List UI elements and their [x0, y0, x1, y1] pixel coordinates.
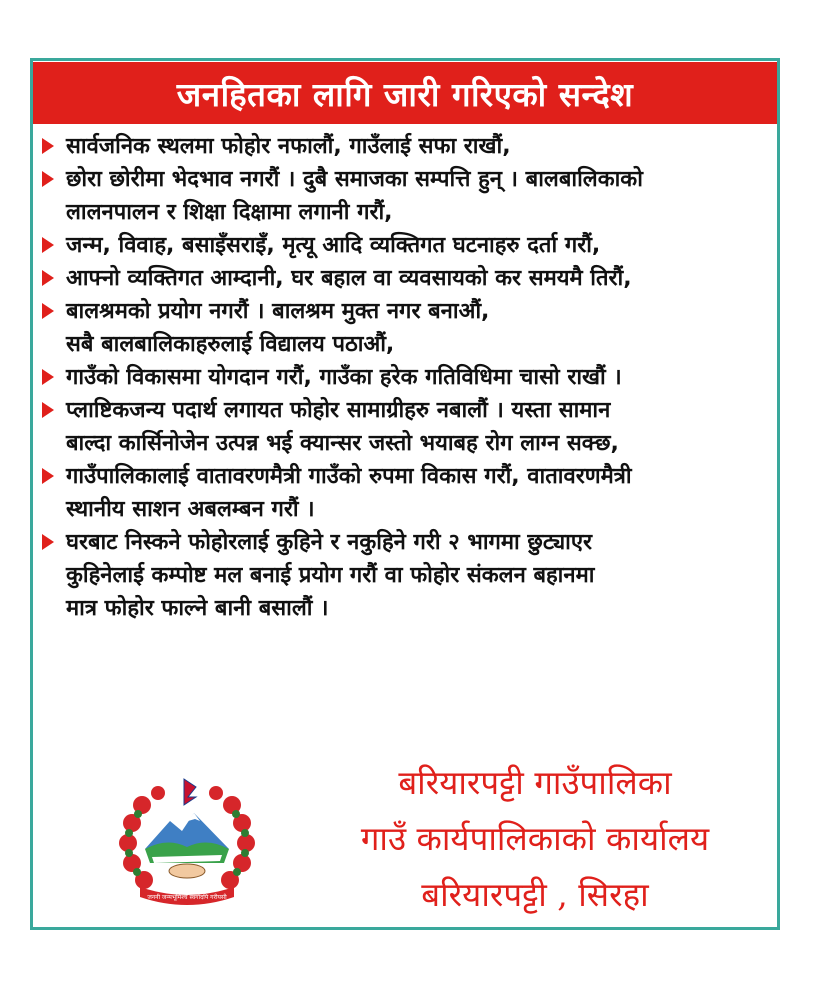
message-text: बालश्रमको प्रयोग नगरौं । बालश्रम मुक्त नगर बनाऔं, [66, 299, 490, 324]
page-title: जनहितका लागि जारी गरिएको सन्देश [176, 74, 634, 114]
message-text: छोरा छोरीमा भेदभाव नगरौं । दुबै समाजका सम्पत्ति हुन् । बालबालिकाको [66, 167, 643, 192]
list-item [40, 361, 770, 394]
triangle-bullet-icon [42, 270, 54, 286]
triangle-bullet-icon [42, 303, 54, 319]
message-text: लालनपालन र शिक्षा दिक्षामा लगानी गरौं, [66, 200, 393, 225]
list-item [40, 295, 770, 361]
message-text: जन्म, विवाह, बसाइँसराइँ, मृत्यू आदि व्यक्तिगत घटनाहरु दर्ता गरौं, [66, 233, 601, 258]
office-name: गाउँ कार्यपालिकाको कार्यालय [360, 819, 710, 858]
triangle-bullet-icon [42, 171, 54, 187]
list-item [40, 130, 770, 163]
triangle-bullet-icon [42, 468, 54, 484]
title-banner [33, 62, 777, 124]
list-item [40, 460, 770, 526]
message-text: आफ्नो व्यक्तिगत आम्दानी, घर बहाल वा व्यवसायको कर समयमै तिरौं, [66, 266, 632, 291]
nepal-emblem-icon [112, 775, 262, 915]
list-item [40, 163, 770, 229]
message-text: गाउँपालिकालाई वातावरणमैत्री गाउँको रुपमा विकास गरौं, वातावरणमैत्री [66, 464, 632, 489]
triangle-bullet-icon [42, 369, 54, 385]
message-text: कुहिनेलाई कम्पोष्ट मल बनाई प्रयोग गरौं वा फोहोर संकलन बहानमा [66, 563, 595, 588]
message-text: सबै बालबालिकाहरुलाई विद्यालय पठाऔं, [66, 332, 395, 357]
message-text: घरबाट निस्कने फोहोरलाई कुहिने र नकुहिने गरी २ भागमा छुट्याएर [66, 530, 593, 555]
triangle-bullet-icon [42, 402, 54, 418]
message-text: बाल्दा कार्सिनोजेन उत्पन्न भई क्यान्सर जस्तो भयाबह रोग लाग्न सक्छ, [66, 431, 619, 456]
emblem-motto: जननी जन्मभूमिश्च स्वर्गादपि गरीयसी [147, 894, 227, 901]
office-block [300, 755, 770, 923]
list-item [40, 394, 770, 460]
message-text: प्लाष्टिकजन्य पदार्थ लगायत फोहोर सामाग्रीहरु नबालौं । यस्ता सामान [66, 398, 611, 423]
triangle-bullet-icon [42, 237, 54, 253]
message-text: गाउँको विकासमा योगदान गरौं, गाउँका हरेक गतिविधिमा चासो राखौं । [66, 365, 622, 390]
triangle-bullet-icon [42, 138, 54, 154]
office-address: बरियारपट्टी , सिरहा [421, 875, 649, 914]
list-item [40, 262, 770, 295]
municipality-name: बरियारपट्टी गाउँपालिका [398, 763, 672, 802]
message-text: स्थानीय साशन अबलम्बन गरौं । [66, 497, 315, 522]
message-text: सार्वजनिक स्थलमा फोहोर नफालौं, गाउँलाई सफा राखौं, [66, 134, 511, 159]
triangle-bullet-icon [42, 534, 54, 550]
list-item [40, 526, 770, 625]
message-list [40, 130, 770, 625]
list-item [40, 229, 770, 262]
message-text: मात्र फोहोर फाल्ने बानी बसालौं । [66, 596, 329, 621]
